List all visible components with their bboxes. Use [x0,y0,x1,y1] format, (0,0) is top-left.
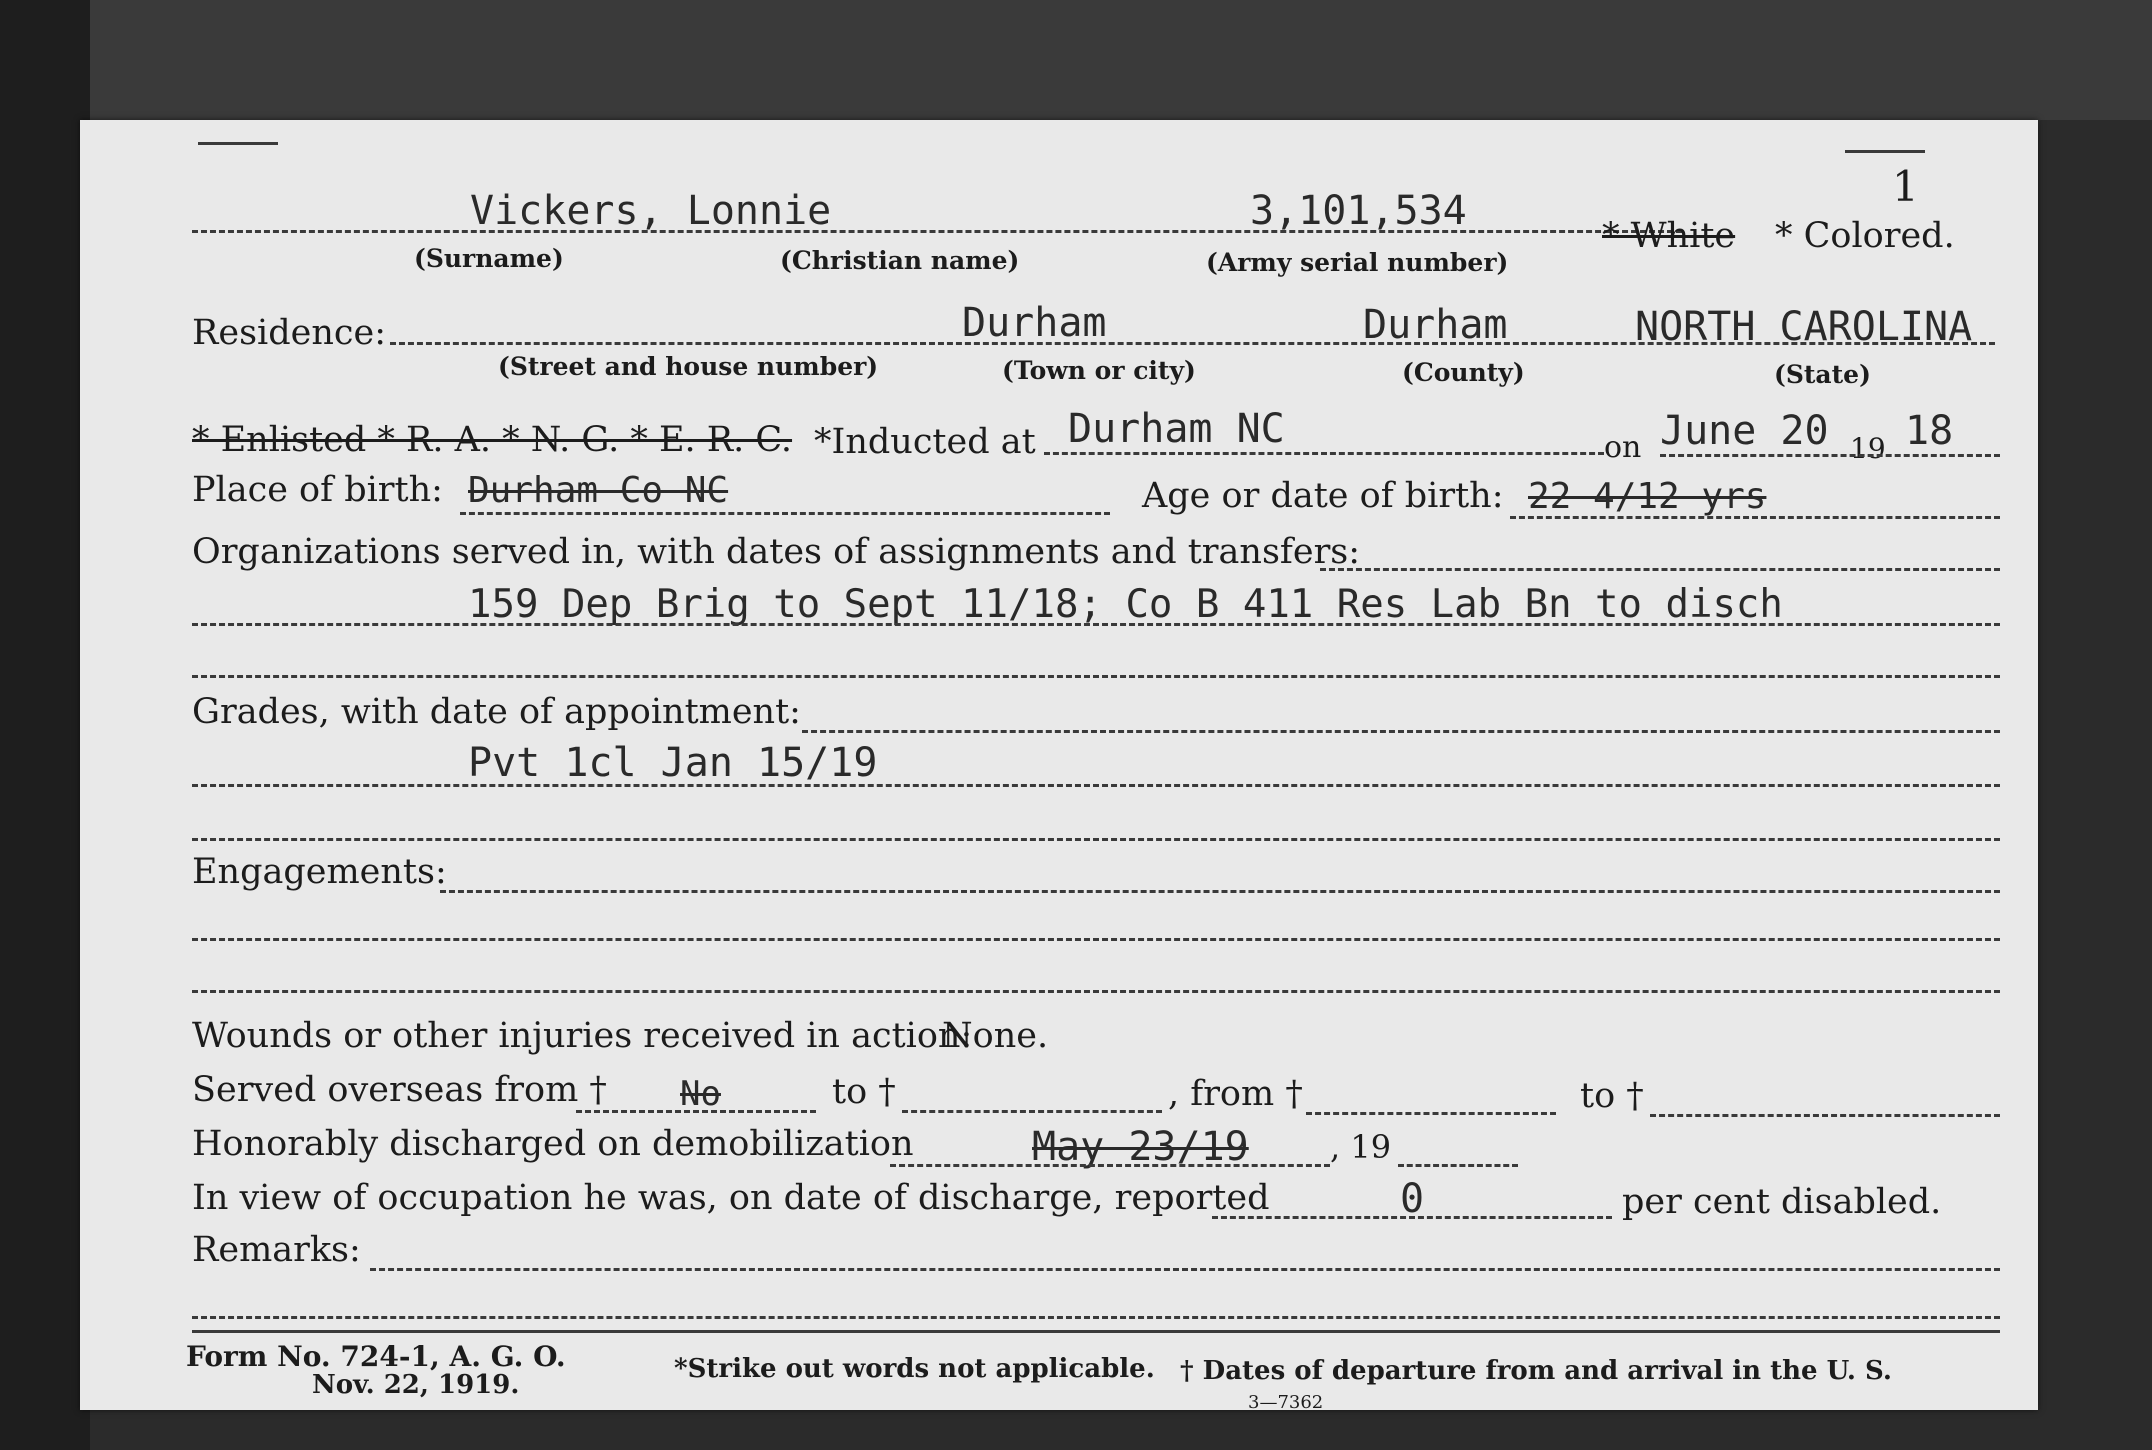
birth-place-value: Durham Co NC [468,470,729,511]
remarks-line-2 [192,1316,2000,1319]
overseas-from-line [576,1110,816,1113]
state-value: NORTH CAROLINA [1635,304,1973,350]
overseas-from-label-2: , from † [1168,1074,1303,1114]
enlistment-options: * Enlisted * R. A. * N. G. * E. R. C. [192,420,793,460]
residence-label: Residence: [192,313,386,353]
engagements-line-1 [440,890,2000,893]
engagements-line-2 [192,938,2000,941]
discharge-date-line [890,1164,1330,1167]
inducted-date-value: June 20 [1660,408,1829,454]
inducted-year-value: 18 [1905,408,1954,454]
overseas-from-label: Served overseas from † [192,1070,607,1110]
year-prefix: 19 [1850,432,1886,465]
age-value: 22 4/12 yrs [1528,476,1767,517]
overseas-to-line-1 [902,1110,1162,1113]
grades-label: Grades, with date of appointment: [192,692,801,732]
top-left-rule [198,142,278,145]
form-date: Nov. 22, 1919. [312,1370,520,1400]
caption-county: (County) [1402,358,1525,387]
town-value: Durham [962,300,1107,346]
remarks-label: Remarks: [192,1230,361,1270]
birth-place-label: Place of birth: [192,470,443,510]
inducted-place-value: Durham NC [1068,406,1285,452]
county-value: Durham [1363,302,1508,348]
disability-label: In view of occupation he was, on date of discharge, reported [192,1178,1270,1218]
grades-value: Pvt 1cl Jan 15/19 [468,740,878,786]
organizations-label: Organizations served in, with dates of assignments and transfers: [192,532,1361,572]
strike-note: *Strike out words not applicable. [674,1354,1155,1384]
caption-surname: (Surname) [414,244,564,273]
inducted-place-line [1044,452,1604,455]
overseas-from-line-2 [1306,1112,1556,1115]
discharge-label: Honorably discharged on demobilization [192,1124,914,1164]
disability-line [1212,1216,1612,1219]
caption-christian-name: (Christian name) [780,246,1020,275]
race-colored-option: * Colored. [1775,216,1955,256]
serial-number-value: 3,101,534 [1250,188,1467,234]
page-number: 1 [1892,162,1919,211]
age-line [1510,516,2000,519]
disability-value: 0 [1400,1176,1425,1222]
overseas-to-label-2: to † [1580,1076,1644,1116]
discharge-year-line [1398,1164,1518,1167]
engagements-label: Engagements: [192,852,447,892]
discharge-year-prefix: , 19 [1330,1128,1392,1166]
grades-label-line [802,730,2000,733]
caption-serial-number: (Army serial number) [1206,248,1509,277]
top-right-rule [1845,150,1925,153]
caption-street: (Street and house number) [498,352,879,381]
grades-line-2 [192,838,2000,841]
organizations-line-2 [192,675,2000,678]
race-white-option: * White [1602,216,1736,256]
surname-name-value: Vickers, Lonnie [470,188,832,234]
age-label: Age or date of birth: [1142,476,1504,516]
scan-background-left [0,0,90,1450]
overseas-to-label-1: to † [832,1072,896,1112]
overseas-from-value: No [680,1074,721,1114]
remarks-line-1 [370,1268,2000,1271]
organizations-label-line [1320,568,2000,571]
form-number: Form No. 724-1, A. G. O. [186,1340,566,1373]
name-line [192,230,1682,233]
discharge-date-value: May 23/19 [1032,1124,1249,1170]
caption-state: (State) [1774,360,1871,389]
inducted-date-line [1660,454,2000,457]
service-record-card [80,120,2038,1413]
dates-note: † Dates of departure from and arrival in the U. S. [1180,1356,1892,1386]
residence-line [390,342,1995,345]
wounds-value: None. [942,1016,1049,1056]
organizations-value: 159 Dep Brig to Sept 11/18; Co B 411 Res Lab Bn to disch [468,582,1783,627]
grades-line-1 [192,784,2000,787]
footer-rule [192,1330,2000,1333]
engagements-line-3 [192,990,2000,993]
disability-suffix: per cent disabled. [1622,1182,1942,1222]
on-label: on [1604,430,1642,465]
scan-background-top [0,0,2152,120]
birth-place-line [460,512,1110,515]
organizations-line-1 [192,623,2000,626]
wounds-label: Wounds or other injuries received in action: [192,1016,973,1056]
print-code: 3—7362 [1248,1392,1324,1413]
overseas-to-line-2 [1650,1114,2000,1117]
inducted-label: *Inducted at [814,422,1036,462]
caption-town: (Town or city) [1002,356,1196,385]
